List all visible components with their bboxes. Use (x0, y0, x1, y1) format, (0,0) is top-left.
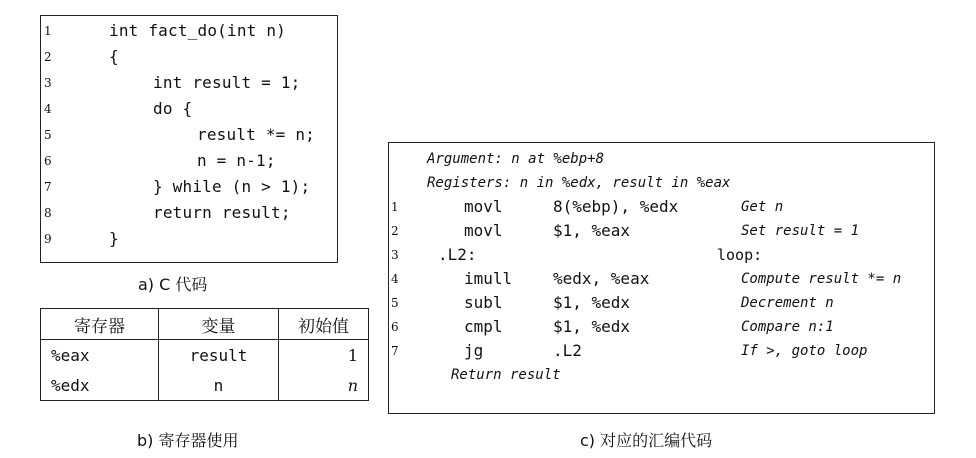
caption-register-usage: b) 寄存器使用 (137, 431, 239, 450)
line-number: 7 (44, 180, 52, 194)
code-text: int fact_do(int n) (109, 21, 286, 40)
code-text: result *= n; (197, 125, 315, 144)
code-text: n = n-1; (197, 151, 276, 170)
code-text: int result = 1; (153, 73, 301, 92)
line-number: 9 (44, 232, 52, 246)
assembly-code-panel (388, 142, 935, 414)
instruction: imull (464, 269, 513, 288)
line-number: 7 (391, 344, 399, 358)
assembly-line (389, 315, 934, 339)
code-line (41, 148, 337, 174)
code-text: } while (n > 1); (153, 177, 311, 196)
caption-assembly-code: c) 对应的汇编代码 (580, 431, 713, 450)
variable-cell: n (159, 370, 279, 401)
code-line (41, 18, 337, 44)
line-number: 2 (391, 224, 399, 238)
assembly-comment: Compute result *= n (741, 271, 902, 287)
assembly-line (389, 291, 934, 315)
register-cell: %edx (41, 370, 159, 401)
instruction: movl (464, 197, 503, 216)
assembly-comment: Decrement n (741, 295, 834, 311)
assembly-annotation: Argument: n at %ebp+8 (427, 151, 605, 167)
header-initial-value: 初始值 (279, 309, 369, 340)
header-register: 寄存器 (41, 309, 159, 340)
operands: .L2 (553, 341, 582, 360)
assembly-line (389, 267, 934, 291)
operands: 8(%ebp), %edx (553, 197, 679, 216)
assembly-comment: Get n (741, 199, 784, 215)
initial-value-cell: n (279, 370, 369, 401)
instruction: .L2: (438, 245, 477, 264)
code-line (41, 122, 337, 148)
line-number: 5 (44, 128, 52, 142)
instruction: subl (464, 293, 503, 312)
line-number: 5 (391, 296, 399, 310)
line-number: 3 (391, 248, 399, 262)
code-line (41, 226, 337, 252)
table-row (41, 340, 369, 371)
c-code-panel (40, 15, 338, 263)
assembly-comment: If >, goto loop (741, 343, 868, 359)
assembly-line (389, 195, 934, 219)
operands: $1, %edx (553, 317, 631, 336)
register-cell: %eax (41, 340, 159, 371)
line-number: 2 (44, 50, 52, 64)
table-header-row (41, 309, 369, 340)
line-number: 6 (391, 320, 399, 334)
line-number: 8 (44, 206, 52, 220)
instruction: movl (464, 221, 503, 240)
code-line (41, 96, 337, 122)
code-line (41, 44, 337, 70)
variable-cell: result (159, 340, 279, 371)
assembly-annotation: Registers: n in %edx, result in %eax (427, 175, 731, 191)
assembly-line (389, 243, 934, 267)
instruction: jg (464, 341, 484, 360)
operands: %edx, %eax (553, 269, 650, 288)
operands: $1, %edx (553, 293, 631, 312)
line-number: 4 (44, 102, 52, 116)
line-number: 1 (44, 24, 52, 38)
header-variable: 变量 (159, 309, 279, 340)
register-usage-table (40, 308, 369, 401)
code-text: return result; (153, 203, 291, 222)
assembly-footer: Return result (451, 367, 561, 383)
instruction: cmpl (464, 317, 503, 336)
caption-c-code: a) C 代码 (138, 275, 208, 294)
code-line (41, 174, 337, 200)
code-line (41, 200, 337, 226)
line-number: 1 (391, 200, 399, 214)
assembly-comment: loop: (717, 246, 763, 264)
assembly-line (389, 219, 934, 243)
initial-value-cell: 1 (279, 340, 369, 371)
line-number: 3 (44, 76, 52, 90)
assembly-line (389, 339, 934, 363)
code-text: } (109, 229, 119, 248)
line-number: 4 (391, 272, 399, 286)
line-number: 6 (44, 154, 52, 168)
assembly-comment: Set result = 1 (741, 223, 860, 239)
code-line (41, 70, 337, 96)
operands: $1, %eax (553, 221, 631, 240)
code-text: { (109, 47, 119, 66)
table-row (41, 370, 369, 401)
assembly-comment: Compare n:1 (741, 319, 834, 335)
code-text: do { (153, 99, 193, 118)
